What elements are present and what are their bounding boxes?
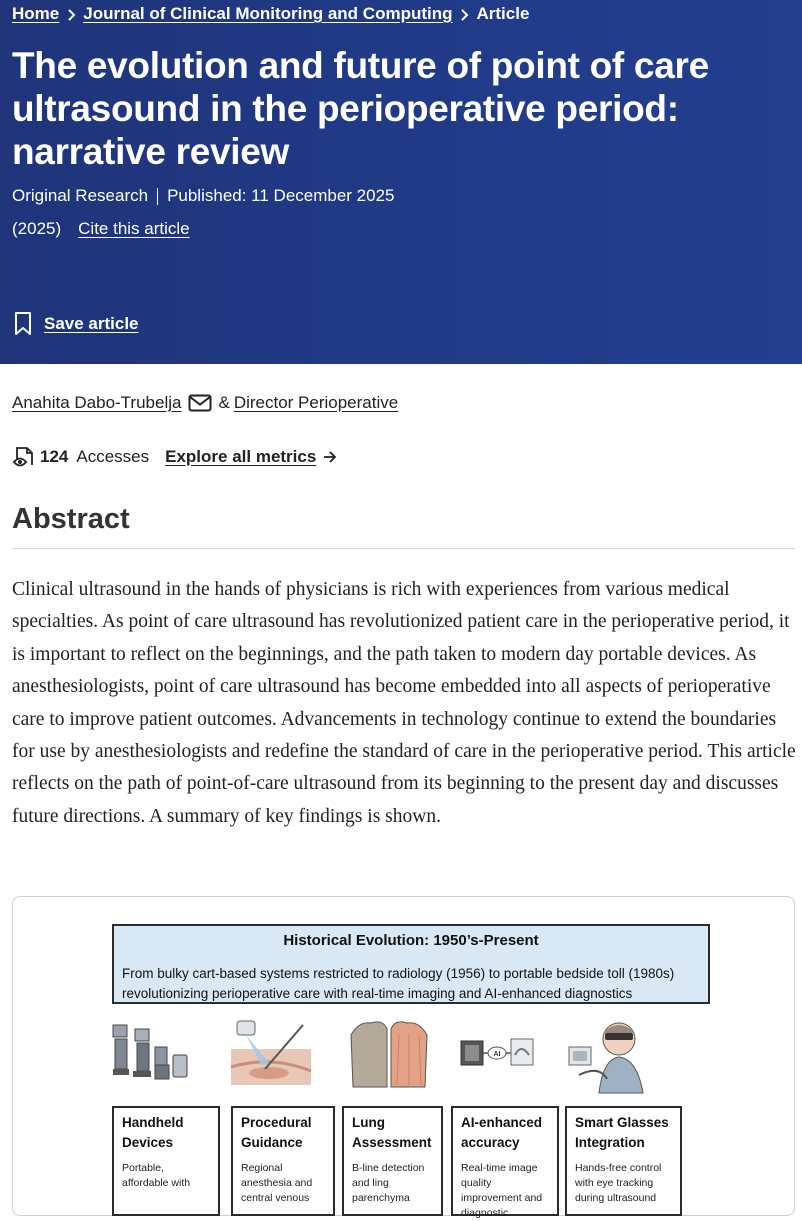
author-link[interactable]: Anahita Dabo-Trubelja xyxy=(12,393,182,412)
abstract-heading: Abstract xyxy=(12,503,130,535)
figure-box-title: Lung Assessment xyxy=(352,1115,432,1150)
accesses-count: 124 xyxy=(40,447,69,466)
article-citation-row xyxy=(12,219,190,239)
figure-box xyxy=(451,1106,559,1219)
breadcrumb-journal-link[interactable]: Journal of Clinical Monitoring and Computing xyxy=(83,4,453,23)
figure-box xyxy=(231,1106,335,1216)
article-header xyxy=(0,0,802,364)
smart-glasses-icon xyxy=(569,1015,649,1093)
author-list xyxy=(12,393,398,413)
figure-box-text: Real-time image quality improvement and diagnostic xyxy=(461,1162,543,1219)
article-meta xyxy=(12,186,395,206)
page-title: The evolution and future of point of care ultrasound in the perioperative period: narrative review xyxy=(12,45,709,172)
ultrasound-cart-icon xyxy=(111,1015,191,1093)
accesses-label: Accesses xyxy=(76,447,150,466)
procedure-guidance-icon xyxy=(231,1015,311,1093)
figure-heading: Historical Evolution: 1950’s-Present xyxy=(283,932,539,949)
arrow-right-icon xyxy=(322,450,338,464)
figure-box xyxy=(112,1106,220,1216)
author-link[interactable]: Director Perioperative xyxy=(233,393,399,412)
save-article-label: Save article xyxy=(44,314,139,333)
abstract-text: Clinical ultrasound in the hands of physicians is rich with experiences from various medical specialties. As point of care ultrasound has revolutionized patient care in the perioperative period, it is important to reflect on the beginnings, and the path taken to modern day portable devices. As anesthesiologists, point of care ultrasound has become embedded into all aspects of perioperative care to improve patient outcomes. Advancements in technology continue to extend the boundaries for use by anesthesiologists and redefine the standard of care in the perioperative period. This article reflects on the path of point-of-care ultrasound from its beginning to the present day and discusses future directions. A summary of key findings is shown. xyxy=(12,579,796,827)
published-date: Published: 11 December 2025 xyxy=(167,186,395,205)
lung-ultrasound-icon xyxy=(349,1015,429,1093)
figure-box xyxy=(565,1106,682,1216)
breadcrumb xyxy=(12,4,529,24)
chevron-right-icon xyxy=(453,4,477,24)
divider xyxy=(157,188,158,205)
ai-badge-label: AI xyxy=(493,1051,501,1058)
author-separator: & xyxy=(218,393,230,412)
article-year: (2025) xyxy=(12,219,62,238)
save-article-button[interactable] xyxy=(12,311,139,337)
ai-enhancement-icon xyxy=(457,1015,537,1093)
figure-box-text: Hands-free control with eye tracking during ultrasound xyxy=(575,1162,662,1204)
figure-box-text: B-line detection and ling parenchyma xyxy=(352,1162,425,1204)
explore-metrics-link[interactable]: Explore all metrics xyxy=(165,447,317,466)
figure-box-title: Handheld Devices xyxy=(122,1115,184,1150)
figure-description: From bulky cart-based systems restricted to radiology (1956) to portable bedside toll (1980s) revolutionizing perioperative care with real-time imaging and AI-enhanced diagnostics xyxy=(122,966,675,1001)
article-metrics xyxy=(12,445,338,469)
bookmark-icon xyxy=(12,311,34,337)
figure-box-text: Regional anesthesia and central venous xyxy=(241,1162,313,1204)
figure-box-title: Smart Glasses Integration xyxy=(575,1115,669,1150)
figure-box-title: Procedural Guidance xyxy=(241,1115,312,1150)
cite-article-link[interactable]: Cite this article xyxy=(78,219,190,238)
document-eye-icon xyxy=(12,445,36,469)
figure-box-text: Portable, affordable with xyxy=(122,1162,191,1189)
breadcrumb-current: Article xyxy=(476,4,530,23)
figure-box-title: AI-enhanced accuracy xyxy=(461,1115,543,1150)
figure-box xyxy=(342,1106,443,1216)
divider xyxy=(12,548,795,549)
article-type: Original Research xyxy=(12,186,149,205)
email-icon[interactable] xyxy=(188,394,212,412)
breadcrumb-home-link[interactable]: Home xyxy=(12,4,60,23)
figure-header-box xyxy=(112,924,710,1004)
chevron-right-icon xyxy=(59,4,83,24)
figure-card[interactable] xyxy=(12,896,795,1219)
